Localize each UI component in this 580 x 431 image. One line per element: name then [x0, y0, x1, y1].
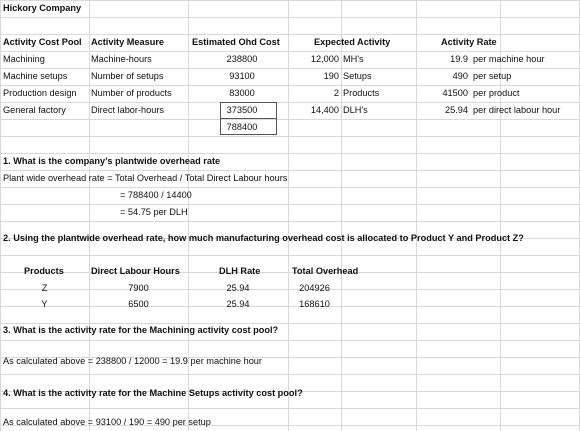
cost-cell: 93100	[229, 71, 255, 81]
cost-pool-cell: Production design	[3, 88, 77, 98]
q3-answer: As calculated above = 238800 / 12000 = 19.9 per machine hour	[3, 356, 262, 366]
rate-unit-cell: per product	[473, 88, 520, 98]
question-3: 3. What is the activity rate for the Machining activity cost pool?	[3, 325, 279, 335]
activity-number-cell: 12,000	[310, 54, 339, 64]
q4-answer: As calculated above = 93100 / 190 = 490 per setup	[3, 417, 211, 427]
header-activity-cost-pool: Activity Cost Pool	[3, 37, 82, 47]
product-cell: Y	[41, 299, 48, 309]
cost-cell: 238800	[226, 54, 258, 64]
dlh-rate-cell: 25.94	[226, 283, 250, 293]
rate-number-cell: 41500	[442, 88, 468, 98]
rate-unit-cell: per setup	[473, 71, 512, 81]
measure-cell: Machine-hours	[91, 54, 152, 64]
activity-unit-cell: DLH's	[343, 105, 368, 115]
activity-number-cell: 14,400	[310, 105, 339, 115]
header-direct-labour-hours: Direct Labour Hours	[91, 266, 180, 276]
rate-number-cell: 490	[452, 71, 468, 81]
dlh-cell: 7900	[128, 283, 149, 293]
activity-number-cell: 190	[323, 71, 339, 81]
question-2: 2. Using the plantwide overhead rate, how much manufacturing overhead cost is allocated to Product Y and Product Z?	[3, 233, 524, 243]
total-box-border	[220, 102, 277, 119]
rate-unit-cell: per direct labour hour	[473, 105, 561, 115]
sheet-title: Hickory Company	[3, 3, 82, 13]
header-activity-rate: Activity Rate	[441, 37, 497, 47]
measure-cell: Number of products	[91, 88, 172, 98]
total-overhead-cell: 204926	[299, 283, 330, 293]
column-divider	[341, 0, 342, 431]
rate-number-cell: 19.9	[450, 54, 468, 64]
measure-cell: Number of setups	[91, 71, 164, 81]
cost-pool-cell: Machining	[3, 54, 45, 64]
dlh-rate-cell: 25.94	[226, 299, 250, 309]
activity-unit-cell: MH's	[343, 54, 364, 64]
activity-number-cell: 2	[333, 88, 339, 98]
question-1: 1. What is the company’s plantwide overhead rate	[3, 156, 221, 166]
cost-pool-cell: General factory	[3, 105, 66, 115]
header-products: Products	[24, 266, 64, 276]
activity-unit-cell: Products	[343, 88, 380, 98]
header-dlh-rate: DLH Rate	[219, 266, 261, 276]
rate-number-cell: 25.94	[445, 105, 468, 115]
total-box-border	[220, 119, 277, 135]
activity-unit-cell: Setups	[343, 71, 372, 81]
dlh-cell: 6500	[128, 299, 149, 309]
product-cell: Z	[41, 283, 48, 293]
header-total-overhead: Total Overhead	[292, 266, 359, 276]
rate-unit-cell: per machine hour	[473, 54, 545, 64]
measure-cell: Direct labor-hours	[91, 105, 165, 115]
cost-cell: 373500	[226, 105, 258, 115]
total-overhead-cell: 168610	[299, 299, 330, 309]
question-4: 4. What is the activity rate for the Machine Setups activity cost pool?	[3, 388, 303, 398]
q1-result-line: = 54.75 per DLH	[120, 207, 188, 217]
q1-calc-line: = 788400 / 14400	[120, 190, 192, 200]
cost-cell: 83000	[229, 88, 255, 98]
q1-formula-line: Plant wide overhead rate = Total Overhead / Total Direct Labour hours	[3, 173, 288, 183]
cost-pool-cell: Machine setups	[3, 71, 68, 81]
total-overhead-cell: 788400	[226, 122, 258, 132]
header-estimated-ohd-cost: Estimated Ohd Cost	[192, 37, 280, 47]
header-expected-activity: Expected Activity	[314, 37, 391, 47]
header-activity-measure: Activity Measure	[91, 37, 165, 47]
